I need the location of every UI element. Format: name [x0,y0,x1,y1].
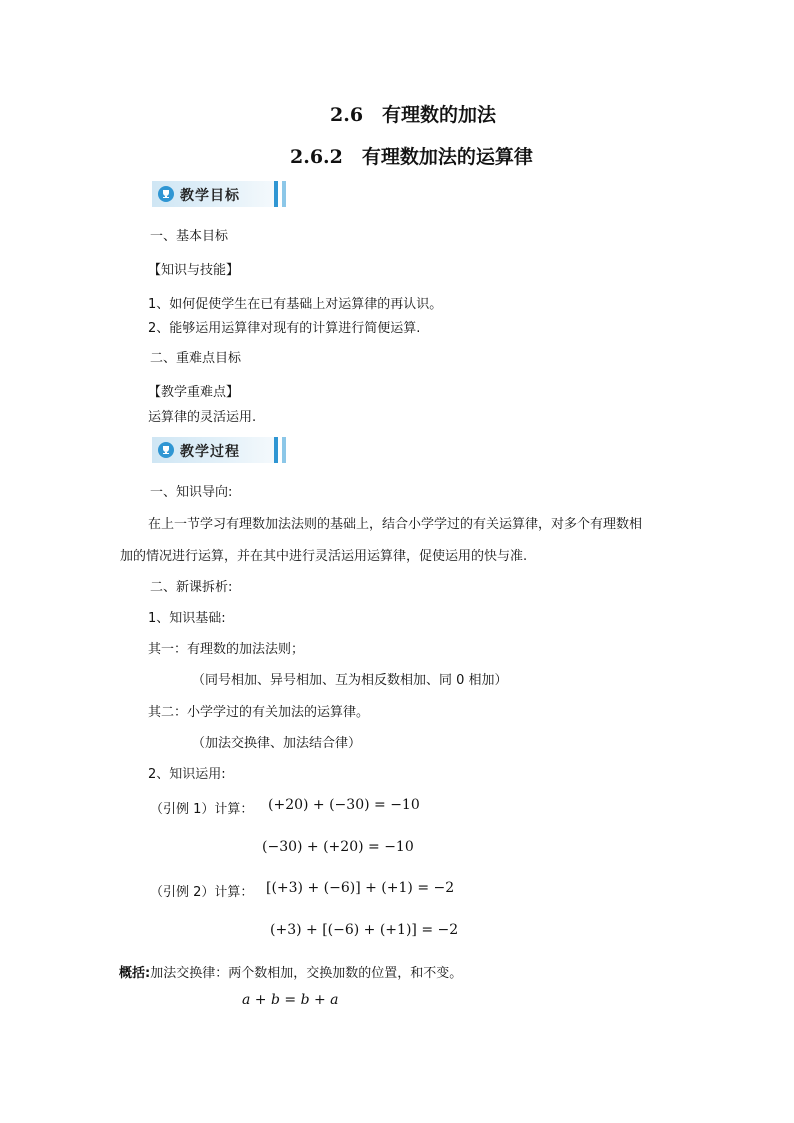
goal-item-1: 1、如何促使学生在已有基础上对运算律的再认识。 [148,297,443,312]
example-2-equation-2: (+3) + [(−6) + (+1)] = −2 [270,922,459,938]
knowledge-orientation-heading: 一、知识导向: [150,485,233,500]
commutative-formula: a + b = b + a [242,992,339,1008]
knowledge-basis-heading: 1、知识基础: [148,611,226,626]
teaching-process-banner [152,437,278,463]
trophy-icon [158,186,174,202]
summary-text: 加法交换律：两个数相加，交换加数的位置，和不变。 [150,966,463,981]
subsection-title: 2.6.2 有理数加法的运算律 [290,146,533,168]
key-goal-heading: 二、重难点目标 [150,351,242,366]
teaching-goals-banner [152,181,278,207]
goal-item-2: 2、能够运用运算律对现有的计算进行简便运算. [148,321,421,336]
paragraph-line-2: 加的情况进行运算，并在其中进行灵活运用运算律，促使运用的快与准. [120,549,528,564]
point-one-detail: （同号相加、异号相加、互为相反数相加、同 0 相加） [192,673,508,688]
example-2-label: （引例 2）计算： [150,885,254,900]
banner-label: 教学目标 [180,188,240,204]
paragraph-line-1: 在上一节学习有理数加法法则的基础上，结合小学学过的有关运算律，对多个有理数相 [148,517,643,532]
basic-goal-heading: 一、基本目标 [150,229,229,244]
summary-label: 概括: [119,966,151,981]
knowledge-skills-heading: 【知识与技能】 [148,263,240,278]
banner-label: 教学过程 [180,444,240,460]
point-two-detail: （加法交换律、加法结合律） [192,736,362,751]
example-1-equation-2: (−30) + (+20) = −10 [262,839,414,855]
example-2-equation-1: [(+3) + (−6)] + (+1) = −2 [266,880,455,896]
key-points-text: 运算律的灵活运用. [148,410,257,425]
point-two: 其二：小学学过的有关加法的运算律。 [148,705,370,720]
example-1-label: （引例 1）计算： [150,802,254,817]
summary [119,962,462,981]
section-title: 2.6 有理数的加法 [330,104,497,126]
example-1-equation-1: (+20) + (−30) = −10 [268,797,420,813]
key-points-heading: 【教学重难点】 [148,385,240,400]
trophy-icon [158,442,174,458]
knowledge-application-heading: 2、知识运用: [148,767,226,782]
point-one: 其一：有理数的加法法则； [148,642,305,657]
new-lesson-heading: 二、新课拆析: [150,580,233,595]
